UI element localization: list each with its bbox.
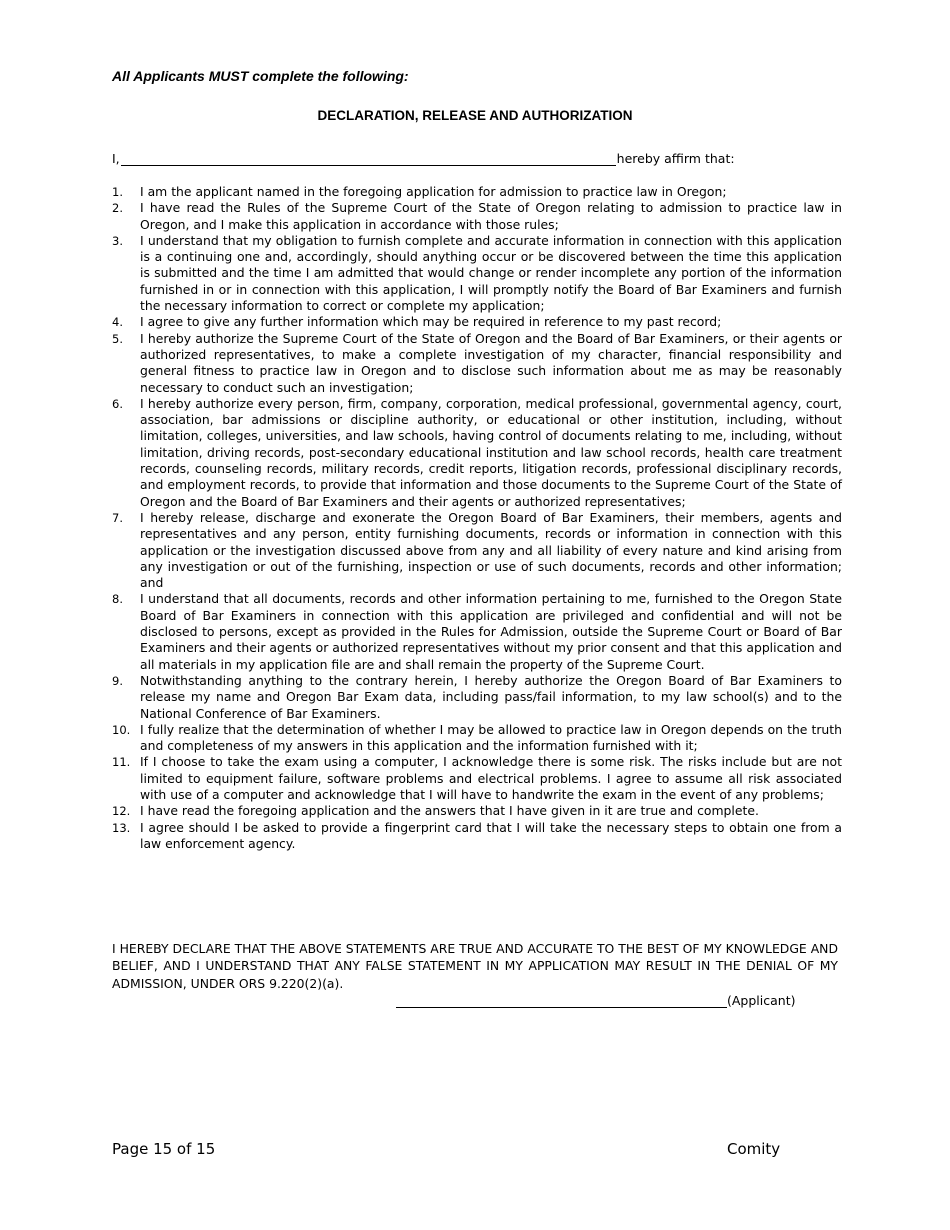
affirmation-prefix: I, [112,151,120,166]
list-item [112,754,842,803]
item-text: I agree to give any further information which may be required in reference to my past record; [140,314,722,330]
list-item [112,314,842,330]
declaration-list [112,184,842,852]
item-number: 7. [112,510,123,525]
list-item [112,803,842,819]
item-number: 2. [112,201,123,216]
page-number: Page 15 of 15 [112,1140,216,1158]
item-number: 1. [112,185,123,199]
list-item [112,820,842,853]
item-text: I hereby authorize every person, firm, company, corporation, medical professional, governmental agency, court, association, bar admissions or discipline authority, or educational or other institution, including, without limitation, colleges, universities, and law schools, having control of documents relating to me, including, without limitation, driving records, post-secondary educational institution and law school records, health care treatment records, counseling records, military records, credit reports, litigation records, professional disciplinary records, and employment records, to provide that information and those documents to the Supreme Court of the State of Oregon and the Board of Bar Examiners and their agents or authorized representatives; [140,395,842,509]
item-text: I understand that all documents, records and other information pertaining to me, furnished to the Oregon State Board of Bar Examiners in connection with this application are privileged and confidential and will not be disclosed to persons, except as provided in the Rules for Admission, outside the Supreme Court or Board of Bar Examiners and their agents or authorized representatives without my prior consent and that this application and all materials in my application file are and shall remain the property of the Supreme Court. [140,591,842,672]
list-item [112,510,842,591]
signature-label: (Applicant) [727,993,796,1008]
applicant-name-field[interactable] [121,151,616,166]
affirmation-line [112,146,842,166]
list-item [112,233,842,314]
affirmation-suffix: hereby affirm that: [616,151,735,166]
item-text: Notwithstanding anything to the contrary herein, I hereby authorize the Oregon Board of Bar Examiners to release my name and Oregon Bar Exam data, including pass/fail information, to my law school(s) and to the National Conference of Bar Examiners. [140,672,842,721]
item-number: 5. [112,331,123,346]
item-text: I agree should I be asked to provide a fingerprint card that I will take the necessary steps to obtain one from a law enforcement agency. [140,819,842,851]
section-name: Comity [727,1140,781,1158]
item-text: I hereby authorize the Supreme Court of the State of Oregon and the Board of Bar Examiners, or their agents or authorized representatives, to make a complete investigation of my character, financial responsibility and general fitness to practice law in Oregon and to disclose such information about me as may be reasonably necessary to conduct such an investigation; [140,330,842,395]
item-number: 10. [112,722,131,737]
item-number: 12. [112,804,131,819]
item-text: I understand that my obligation to furnish complete and accurate information in connection with this application is a continuing one and, accordingly, should anything occur or be discovered between the time this application is submitted and the time I am admitted that would change or render incomplete any portion of the information furnished in or in connection with this application, I will promptly notify the Board of Bar Examiners and furnish the necessary information to correct or complete my application; [140,232,842,314]
item-number: 9. [112,673,123,688]
section-heading: DECLARATION, RELEASE AND AUTHORIZATION [317,108,633,123]
list-item [112,200,842,233]
item-number: 6. [112,396,123,411]
item-number: 11. [112,755,131,770]
signature-block [396,990,795,1008]
applicant-signature-field[interactable] [396,993,727,1008]
final-declaration: I HEREBY DECLARE THAT THE ABOVE STATEMENTS ARE TRUE AND ACCURATE TO THE BEST OF MY KNOWLEDGE AND BELIEF, AND I UNDERSTAND THAT ANY FALSE STATEMENT IN MY APPLICATION MAY RESULT IN THE DENIAL OF MY ADMISSION, UNDER ORS 9.220(2)(a). [112,941,838,991]
item-text: I have read the foregoing application and the answers that I have given in it are true and complete. [140,803,759,819]
list-item [112,331,842,396]
item-number: 13. [112,820,131,835]
item-text: If I choose to take the exam using a computer, I acknowledge there is some risk. The risks include but are not limited to equipment failure, software problems and electrical problems. I agree to assume all risk associated with use of a computer and acknowledge that I will have to handwrite the exam in the event of any problems; [140,754,842,802]
list-item [112,184,842,200]
item-text: I fully realize that the determination of whether I may be allowed to practice law in Oregon depends on the truth and completeness of my answers in this application and the information furnished with it; [140,721,842,754]
list-item [112,591,842,672]
list-item [112,396,842,510]
item-number: 3. [112,233,123,248]
item-number: 4. [112,315,123,330]
item-text: I hereby release, discharge and exonerate the Oregon Board of Bar Examiners, their members, agents and representatives and any person, entity furnishing documents, records or information in connection with this application or the investigation discussed above from any and all liability of every nature and kind arising from any investigation or out of the furnishing, inspection or use of such documents, records and other information; and [140,509,842,591]
item-number: 8. [112,592,123,607]
item-text: I have read the Rules of the Supreme Court of the State of Oregon relating to admission to practice law in Oregon, and I make this application in accordance with those rules; [140,200,842,232]
list-item [112,673,842,722]
item-text: I am the applicant named in the foregoing application for admission to practice law in Oregon; [140,184,727,199]
list-item [112,722,842,755]
intro-instruction: All Applicants MUST complete the following: [112,68,409,84]
